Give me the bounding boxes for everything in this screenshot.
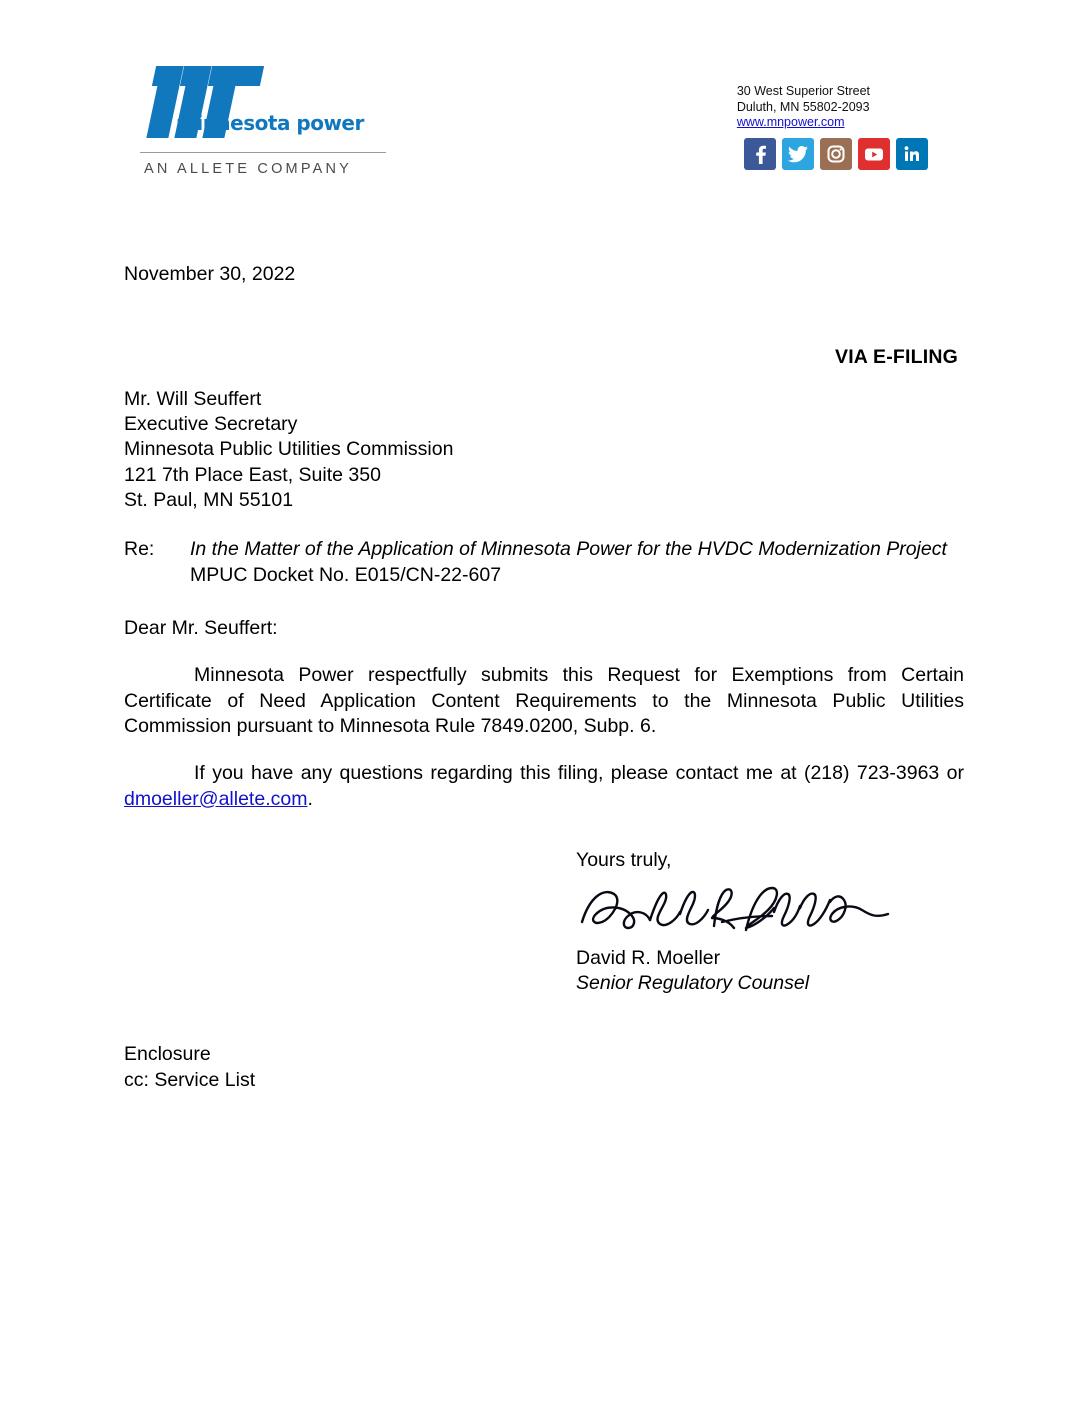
minnesota-power-logo	[132, 56, 382, 177]
letter-footer-notes	[124, 1042, 964, 1093]
city-state-zip: Duluth, MN 55802-2093	[736, 99, 870, 114]
recipient-line-5: St. Paul, MN 55101	[124, 489, 294, 512]
closing: Yours truly,	[576, 849, 672, 872]
signature-image	[576, 878, 896, 948]
re-label: Re:	[124, 538, 155, 561]
registered-mark: ®	[164, 118, 170, 127]
logo-tagline: AN ALLETE COMPANY	[144, 161, 353, 177]
contact-block	[737, 84, 870, 131]
signer-name: David R. Moeller	[576, 946, 721, 969]
twitter-icon[interactable]	[782, 138, 814, 170]
website-link[interactable]: www.mnpower.com	[736, 115, 845, 130]
paragraph-2-text-after: .	[307, 787, 313, 810]
facebook-icon[interactable]	[744, 138, 776, 170]
street-address: 30 West Superior Street	[736, 84, 870, 98]
salutation: Dear Mr. Seuffert:	[124, 617, 278, 640]
letter-date: November 30, 2022	[124, 263, 296, 285]
instagram-icon[interactable]	[820, 138, 852, 170]
signature-area	[124, 874, 964, 946]
paragraph-2	[124, 761, 964, 812]
cc-note: cc: Service List	[124, 1068, 256, 1091]
social-links	[744, 138, 928, 170]
paragraph-2-text-before: If you have any questions regarding this filing, please contact me at (218) 723-3963 or	[194, 762, 964, 785]
logo-wordmark: minnesota power	[176, 111, 364, 135]
email-link[interactable]: dmoeller@allete.com	[124, 787, 308, 810]
linkedin-icon[interactable]	[896, 138, 928, 170]
delivery-method: VIA E-FILING	[834, 346, 958, 369]
youtube-icon[interactable]	[858, 138, 890, 170]
recipient-address	[124, 387, 964, 514]
re-block	[124, 537, 964, 588]
recipient-line-1: Mr. Will Seuffert	[124, 387, 262, 410]
re-subject: In the Matter of the Application of Minnesota Power for the HVDC Modernization Project	[190, 538, 947, 561]
recipient-line-2: Executive Secretary	[124, 413, 298, 436]
letter-body	[124, 262, 964, 1093]
paragraph-1: Minnesota Power respectfully submits this Request for Exemptions from Certain Certificate of Need Application Content Requirements to the Minnesota Public Utilities Commission pursuant to Minnesota Rule 7849.0200, Subp. 6.	[124, 664, 964, 738]
enclosure-note: Enclosure	[124, 1043, 211, 1066]
re-content	[190, 537, 964, 588]
letterhead	[124, 56, 964, 206]
logo-divider	[140, 152, 386, 153]
re-docket: MPUC Docket No. E015/CN-22-607	[190, 563, 502, 586]
recipient-line-3: Minnesota Public Utilities Commission	[124, 438, 454, 461]
signer-title: Senior Regulatory Counsel	[576, 971, 810, 994]
recipient-line-4: 121 7th Place East, Suite 350	[124, 463, 381, 486]
logo-mark-icon	[132, 56, 382, 177]
